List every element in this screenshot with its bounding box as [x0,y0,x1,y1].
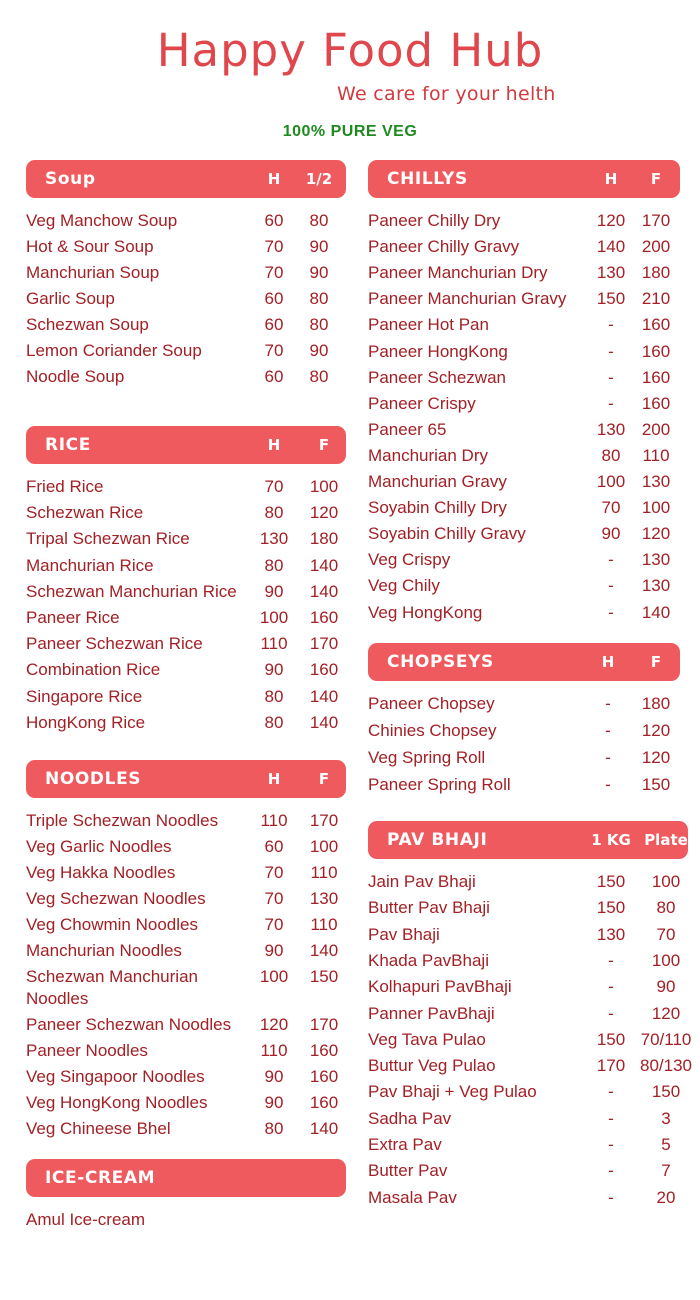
item-price-1: 120 [259,1015,289,1034]
item-price-1: 130 [596,924,626,944]
item-price-1: - [608,341,614,361]
item-price-2: 170 [309,1015,339,1034]
item-price-1: - [608,1108,614,1128]
section-header [368,160,680,198]
item-price-2: 170 [309,811,339,830]
item-name: Veg Schezwan Noodles [26,889,206,908]
item-price-1: - [608,1135,614,1154]
item-price-2: 80 [309,211,329,230]
item-name: Kolhapuri PavBhaji [368,977,512,997]
item-price-2: 90 [656,977,676,997]
item-price-2: 120 [641,748,671,767]
item-price-1: - [608,602,614,622]
item-price-2: 140 [309,941,339,960]
item-price-2: 120 [641,524,671,544]
item-price-2: 110 [310,863,338,882]
item-price-1: 60 [264,315,284,334]
item-price-2: 180 [641,263,671,283]
item-price-1: 90 [264,1093,284,1112]
item-price-2: 120 [309,503,339,523]
item-price-1: 70 [264,341,284,360]
item-price-1: - [608,1187,614,1207]
item-price-2: 110 [642,445,670,465]
section-rice [26,426,346,736]
item-price-1: - [608,315,614,335]
section-header [26,1159,346,1197]
item-price-1: - [605,748,611,767]
item-name: Veg Hakka Noodles [26,863,176,882]
item-price-2: 100 [651,872,681,891]
item-price-1: 90 [264,941,284,960]
section-noodles [26,760,346,1142]
section-title: NOODLES [45,769,142,789]
item-name: Schezwan Manchurian Noodles [26,967,198,1008]
item-price-2: 180 [309,529,339,549]
item-price-1: 150 [596,289,626,309]
item-price-2: 160 [309,1093,339,1112]
item-price-2: 80/130 [640,1056,692,1076]
item-name: Singapore Rice [26,686,143,706]
item-price-2: 80 [309,289,329,308]
item-name: HongKong Rice [26,712,146,732]
item-name: Sadha Pav [368,1108,452,1128]
item-name: Lemon Coriander Soup [26,341,202,360]
item-price-2: 160 [309,1041,339,1060]
item-price-1: 60 [264,211,284,230]
item-name: Paneer Chopsey [368,694,495,713]
item-price-2: 160 [641,393,671,413]
item-name: Paneer Schezwan [368,367,506,387]
item-list [26,474,346,736]
item-price-2: 200 [641,237,671,257]
item-price-1: - [608,576,614,596]
item-price-1: 100 [259,608,289,627]
item-price-1: 90 [264,1067,284,1086]
column-header-1: H [604,170,618,188]
item-name: Paneer Chilly Gravy [368,237,520,257]
column-header-1: 1 KG [591,831,631,849]
item-price-2: 160 [309,660,339,680]
item-price-2: 5 [661,1135,671,1154]
item-price-2: 210 [641,289,671,309]
section-title: RICE [45,435,91,455]
section-title: CHOPSEYS [387,652,494,672]
item-price-2: 100 [309,837,339,856]
section-header [26,760,346,798]
item-price-1: 130 [596,263,626,283]
item-price-1: 70 [264,263,284,282]
item-price-2: 160 [309,1067,339,1086]
item-name: Paneer Hot Pan [368,315,489,335]
item-name: Soyabin Chilly Dry [368,498,507,518]
item-name: Butter Pav [368,1161,448,1181]
item-price-1: 150 [596,1029,626,1049]
item-price-2: 160 [641,315,671,335]
item-price-2: 160 [641,341,671,361]
item-price-1: 100 [259,967,289,986]
item-price-2: 100 [641,498,671,518]
column-header-1: H [267,436,281,454]
item-name: Paneer Schezwan Noodles [26,1015,232,1034]
item-name: Veg HongKong Noodles [26,1093,208,1112]
column-header-2: 1/2 [305,170,333,188]
item-price-2: 20 [656,1187,676,1207]
item-name: Hot & Sour Soup [26,237,154,256]
item-name: Veg Tava Pulao [368,1029,486,1049]
item-name: Veg Spring Roll [368,748,486,767]
column-header-1: H [267,770,281,788]
item-price-1: - [608,393,614,413]
item-price-2: 180 [641,694,671,713]
item-price-2: 80 [656,898,676,918]
column-header-2: F [650,170,662,188]
item-name: Buttur Veg Pulao [368,1056,496,1076]
item-name: Chinies Chopsey [368,721,497,740]
item-price-1: - [608,950,614,970]
item-name: Veg Chily [368,576,440,596]
item-name: Soyabin Chilly Gravy [368,524,526,544]
item-price-1: 150 [596,898,626,918]
item-name: Veg Chowmin Noodles [26,915,198,934]
item-price-1: 110 [260,811,288,830]
column-header-2: F [318,770,330,788]
tagline: We care for your helth [337,83,556,105]
item-price-2: 70/110 [640,1029,692,1049]
item-name: Khada PavBhaji [368,950,489,970]
item-price-2: 150 [309,967,339,986]
item-price-1: 130 [596,419,626,439]
item-name: Paneer 65 [368,419,447,439]
item-price-2: 7 [661,1161,671,1181]
item-name: Manchurian Dry [368,445,488,465]
item-price-1: - [605,721,611,740]
item-name: Veg HongKong [368,602,483,622]
item-price-2: 80 [309,315,329,334]
item-price-1: 70 [601,498,621,518]
item-name: Jain Pav Bhaji [368,872,476,891]
item-price-1: 70 [264,237,284,256]
item-price-1: 70 [264,863,284,882]
item-price-2: 140 [309,1119,339,1138]
restaurant-title: Happy Food Hub [156,24,544,77]
item-price-1: - [608,1161,614,1181]
item-price-1: 70 [264,477,284,496]
item-name: Masala Pav [368,1187,457,1207]
item-price-1: 110 [260,634,288,654]
section-soup [26,160,346,390]
section-title: CHILLYS [387,169,468,189]
column-header-2: F [650,653,662,671]
item-list [368,208,680,626]
item-price-2: 90 [309,237,329,256]
item-name: Veg Crispy [368,550,451,570]
item-price-2: 150 [651,1082,681,1102]
item-name: Veg Singapoor Noodles [26,1067,205,1086]
section-icecream [26,1159,346,1233]
item-price-2: 110 [310,915,338,934]
item-price-2: 130 [309,889,339,908]
item-name: Manchurian Gravy [368,472,507,491]
item-list [368,869,692,1211]
item-price-1: - [608,367,614,387]
column-header-1: H [601,653,615,671]
item-name: Panner PavBhaji [368,1003,495,1023]
item-price-1: - [608,977,614,997]
item-price-2: 90 [309,341,329,360]
item-price-1: 90 [264,581,284,601]
item-name: Manchurian Rice [26,555,154,575]
item-price-2: 130 [641,472,671,491]
item-price-1: 60 [264,837,284,856]
item-price-2: 100 [309,477,339,496]
item-list [368,691,680,799]
item-price-1: 70 [264,915,284,934]
item-price-1: 110 [260,1041,288,1060]
item-price-2: 130 [641,550,671,570]
item-price-2: 160 [641,367,671,387]
item-price-1: - [608,550,614,570]
item-list [26,1207,346,1233]
item-price-1: 100 [596,472,626,491]
item-price-1: - [608,1082,614,1102]
item-name: Noodle Soup [26,367,125,386]
column-header-2: Plate [644,831,688,849]
item-price-1: 80 [264,503,284,523]
item-price-2: 140 [309,686,339,706]
item-price-1: 60 [264,367,284,386]
item-price-1: 90 [264,660,284,680]
section-header [26,160,346,198]
item-name: Schezwan Soup [26,315,149,334]
section-chopseys [368,643,680,799]
item-price-2: 80 [309,367,329,386]
item-price-1: - [605,775,611,794]
item-name: Butter Pav Bhaji [368,898,490,918]
item-price-1: - [605,694,611,713]
item-list [26,808,346,1142]
item-name: Garlic Soup [26,289,115,308]
item-name: Paneer Spring Roll [368,775,511,794]
item-price-1: 70 [264,889,284,908]
section-header [368,643,680,681]
item-price-2: 140 [309,581,339,601]
section-header [26,426,346,464]
item-list [26,208,346,390]
item-price-1: 90 [601,524,621,544]
item-name: Veg Garlic Noodles [26,837,172,856]
pure-veg-badge: 100% PURE VEG [282,123,418,140]
item-name: Schezwan Rice [26,503,144,523]
item-name: Paneer Manchurian Dry [368,263,548,283]
item-price-1: 80 [264,1119,284,1138]
item-name: Veg Chineese Bhel [26,1119,171,1138]
item-name: Schezwan Manchurian Rice [26,581,237,601]
item-price-2: 170 [309,634,339,654]
item-price-2: 120 [651,1003,681,1023]
item-name: Triple Schezwan Noodles [26,811,219,830]
item-name: Fried Rice [26,477,104,496]
item-price-2: 3 [661,1108,671,1128]
item-name: Pav Bhaji [368,924,440,944]
item-price-1: 120 [596,211,626,230]
item-price-2: 150 [641,775,671,794]
item-name: Paneer Chilly Dry [368,211,501,230]
item-name: Paneer Noodles [26,1041,148,1060]
item-name: Paneer Manchurian Gravy [368,289,567,309]
item-name: Amul Ice-cream [26,1210,146,1229]
column-header-2: F [318,436,330,454]
item-price-2: 120 [641,721,671,740]
item-price-1: 130 [259,529,289,549]
section-title: PAV BHAJI [387,830,488,850]
item-name: Pav Bhaji + Veg Pulao [368,1082,537,1102]
item-price-1: 150 [596,872,626,891]
section-header [368,821,688,859]
item-price-2: 160 [309,608,339,627]
column-header-1: H [267,170,281,188]
item-name: Paneer Schezwan Rice [26,634,203,654]
item-price-2: 200 [641,419,671,439]
item-price-2: 130 [641,576,671,596]
item-name: Paneer Rice [26,608,120,627]
item-price-1: 60 [264,289,284,308]
item-price-2: 100 [651,950,681,970]
item-price-2: 90 [309,263,329,282]
item-name: Tripal Schezwan Rice [26,529,190,549]
item-price-1: - [608,1003,614,1023]
section-title: ICE-CREAM [45,1168,156,1188]
section-pav-bhaji [368,821,692,1211]
item-price-2: 170 [641,211,671,230]
item-name: Paneer Crispy [368,393,476,413]
item-name: Paneer HongKong [368,341,508,361]
section-chillys [368,160,680,626]
item-price-1: 140 [596,237,626,257]
item-name: Extra Pav [368,1135,442,1154]
item-price-2: 140 [309,555,339,575]
item-price-2: 70 [656,924,676,944]
item-price-2: 140 [641,602,671,622]
section-title: Soup [45,169,96,189]
item-price-1: 80 [264,712,284,732]
item-name: Manchurian Soup [26,263,160,282]
item-name: Veg Manchow Soup [26,211,178,230]
item-price-2: 140 [309,712,339,732]
item-price-1: 80 [601,445,621,465]
item-name: Manchurian Noodles [26,941,182,960]
item-price-1: 170 [596,1056,626,1076]
item-name: Combination Rice [26,660,161,680]
item-price-1: 80 [264,686,284,706]
item-price-1: 80 [264,555,284,575]
